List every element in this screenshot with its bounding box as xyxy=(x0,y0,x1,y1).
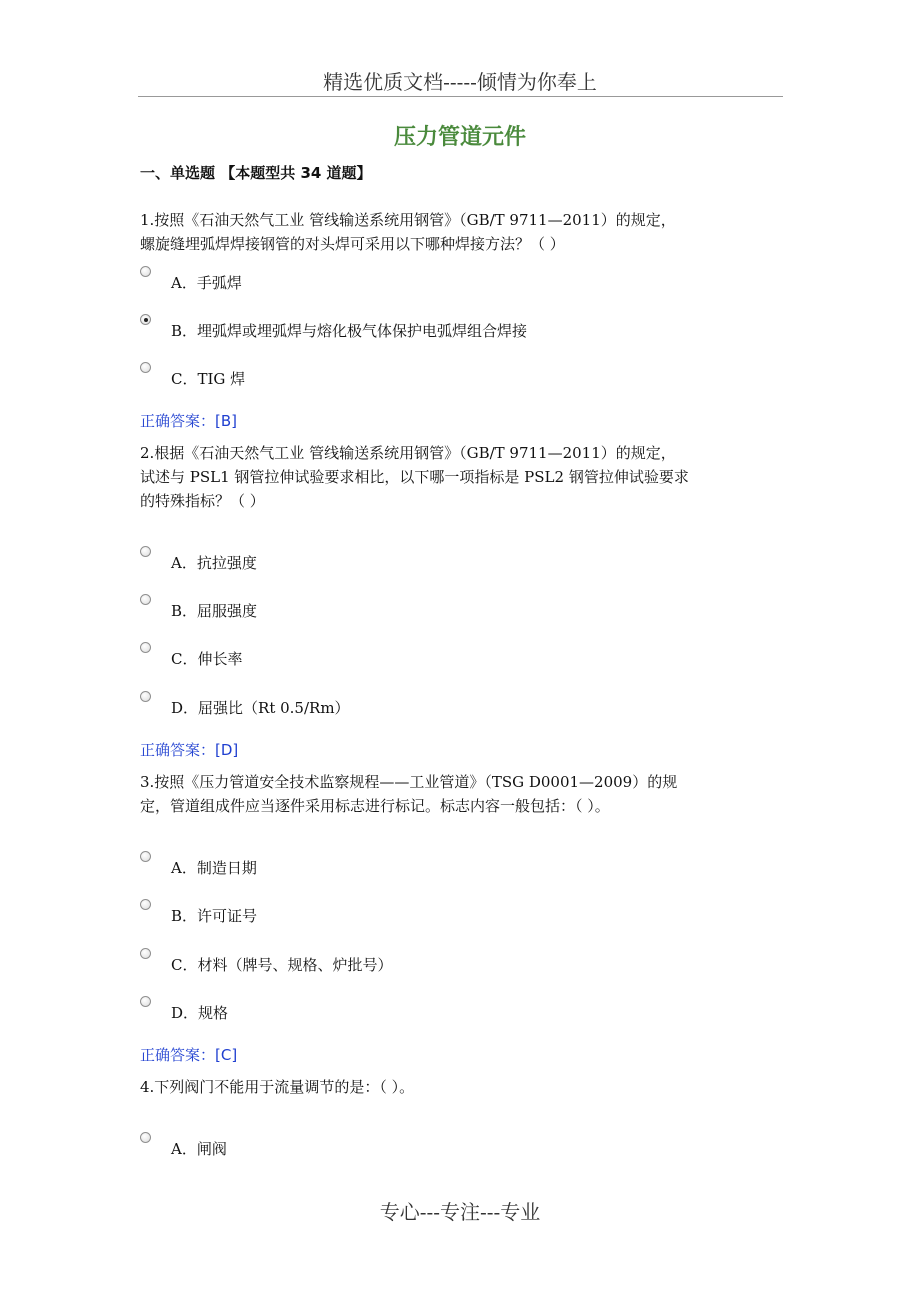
question-line: 3.按照《压力管道安全技术监察规程——工业管道》（TSG D0001—2009）的规 xyxy=(140,773,678,791)
question-3-text xyxy=(140,770,785,818)
question-line: 定，管道组成件应当逐件采用标志进行标记。标志内容一般包括：（ ）。 xyxy=(140,797,610,815)
option-label: A．抗拉强度 xyxy=(171,554,257,572)
question-3-answer: 正确答案：[C] xyxy=(140,1046,238,1064)
radio-button-icon[interactable] xyxy=(140,642,151,653)
option-label: B．埋弧焊或埋弧焊与熔化极气体保护电弧焊组合焊接 xyxy=(171,322,528,340)
radio-button-icon[interactable] xyxy=(140,546,151,557)
section-heading: 一、单选题 【本题型共 34 道题】 xyxy=(140,164,372,182)
question-line: 4.下列阀门不能用于流量调节的是：（ ）。 xyxy=(140,1078,415,1096)
radio-button-icon[interactable] xyxy=(140,266,151,277)
option-label: C．材料（牌号、规格、炉批号） xyxy=(171,956,393,974)
option-label: D．屈强比（Rt 0.5/Rm） xyxy=(171,699,350,717)
page-header: 精选优质文档-----倾情为你奉上 xyxy=(323,70,597,94)
question-line: 螺旋缝埋弧焊焊接钢管的对头焊可采用以下哪种焊接方法？（ ） xyxy=(140,235,565,253)
page-footer: 专心---专注---专业 xyxy=(379,1200,541,1224)
option-label: A．闸阀 xyxy=(171,1140,227,1158)
radio-button-icon[interactable] xyxy=(140,362,151,373)
radio-button-icon[interactable] xyxy=(140,594,151,605)
question-2-text xyxy=(140,441,785,513)
option-label: C．伸长率 xyxy=(171,650,243,668)
option-label: A．手弧焊 xyxy=(171,274,242,292)
question-line: 试述与 PSL1 钢管拉伸试验要求相比，以下哪一项指标是 PSL2 钢管拉伸试验要求 xyxy=(140,468,689,486)
option-label: B．许可证号 xyxy=(171,907,258,925)
radio-button-icon[interactable] xyxy=(140,996,151,1007)
radio-button-icon[interactable] xyxy=(140,691,151,702)
radio-button-icon[interactable] xyxy=(140,948,151,959)
option-label: A．制造日期 xyxy=(171,859,257,877)
radio-button-icon[interactable] xyxy=(140,899,151,910)
radio-button-icon[interactable] xyxy=(140,1132,151,1143)
option-label: C．TIG 焊 xyxy=(171,370,246,388)
question-4-text xyxy=(140,1075,785,1099)
option-label: D．规格 xyxy=(171,1004,229,1022)
question-line: 2.根据《石油天然气工业 管线输送系统用钢管》（GB/T 9711—2011）的规定， xyxy=(140,444,676,462)
option-label: B．屈服强度 xyxy=(171,602,258,620)
header-divider xyxy=(138,96,783,97)
question-2-answer: 正确答案：[D] xyxy=(140,741,239,759)
question-line: 1.按照《石油天然气工业 管线输送系统用钢管》（GB/T 9711—2011）的规定， xyxy=(140,211,676,229)
question-1-answer: 正确答案：[B] xyxy=(140,412,237,430)
radio-button-icon[interactable] xyxy=(140,851,151,862)
question-1-text xyxy=(140,208,785,256)
document-title: 压力管道元件 xyxy=(393,125,526,150)
question-line: 的特殊指标？（ ） xyxy=(140,492,265,510)
radio-button-icon[interactable] xyxy=(140,314,151,325)
